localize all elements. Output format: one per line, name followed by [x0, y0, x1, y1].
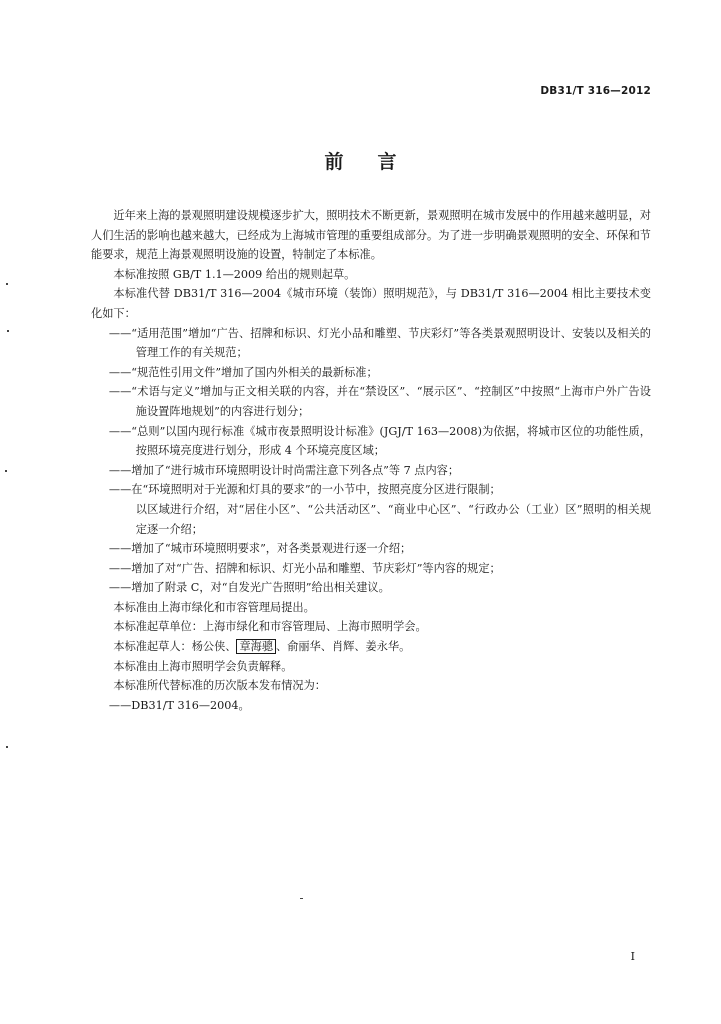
history-paragraph: 本标准所代替标准的历次版本发布情况为： — [113, 679, 326, 693]
drafters-prefix: 本标准起草人：杨公侠、 — [113, 640, 237, 654]
change-item-ads: ——增加了对“广告、招牌和标识、灯光小品和雕塑、节庆彩灯”等内容的规定； — [108, 561, 501, 575]
change-item-general: ——“总则”以国内现行标准《城市夜景照明设计标准》(JGJ/T 163—2008)为依据，将城市区位的功能性质，按照环境亮度进行划分，形成 4 个环境亮度区域； — [108, 424, 651, 458]
history-item: ——DB31/T 316—2004。 — [108, 698, 250, 712]
drafters-suffix: 、俞丽华、肖辉、姜永华。 — [276, 640, 411, 654]
boxed-drafter-name: 章海骢 — [236, 639, 276, 654]
change-item-light-source: ——在“环境照明对于光源和灯具的要求”的一小节中，按照亮度分区进行限制； — [108, 483, 501, 497]
standard-code: DB31/T 316—2012 — [540, 85, 651, 97]
change-item-scope: ——“适用范围”增加“广告、招牌和标识、灯光小品和雕塑、节庆彩灯”等各类景观照明设计、安装以及相关的管理工作的有关规范； — [108, 326, 651, 360]
page-title: 前言 — [324, 151, 431, 173]
replacement-paragraph: 本标准代替 DB31/T 316—2004《城市环境（装饰）照明规范》，与 DB31/T 316—2004 相比主要技术变化如下： — [91, 287, 651, 320]
change-item-annex-c: ——增加了附录 C，对“自发光广告照明”给出相关建议。 — [108, 581, 390, 595]
page-number: I — [630, 950, 635, 963]
scan-speck — [300, 898, 303, 899]
intro-paragraph: 近年来上海的景观照明建设规模逐步扩大，照明技术不断更新，景观照明在城市发展中的作用越来越明显，对人们生活的影响也越来越大，已经成为上海城市管理的重要组成部分。为了进一步明确景观照明的安全、环保和节能要求，规范上海景观照明设施的设置，特制定了本标准。 — [91, 209, 651, 262]
interpretation-paragraph: 本标准由上海市照明学会负责解释。 — [113, 659, 293, 673]
change-item-terms: ——“术语与定义”增加与正文相关联的内容，并在“禁设区”、“展示区”、“控制区”中按照“上海市户外广告设施设置阵地规划”的内容进行划分； — [108, 385, 651, 418]
drafting-rules-paragraph: 本标准按照 GB/T 1.1—2009 给出的规则起草。 — [113, 267, 356, 281]
change-item-normative-refs: ——“规范性引用文件”增加了国内外相关的最新标准； — [108, 365, 378, 379]
scan-speck — [7, 330, 9, 332]
proposer-paragraph: 本标准由上海市绿化和市容管理局提出。 — [113, 600, 315, 614]
change-item-light-source-cont: 以区域进行介绍，对“居住小区”、“公共活动区”、“商业中心区”、“行政办公（工业）区”照明的相关规定逐一介绍； — [135, 502, 651, 536]
change-item-env-lighting: ——增加了“城市环境照明要求”，对各类景观进行逐一介绍； — [108, 542, 412, 556]
scan-speck — [5, 470, 7, 472]
scan-speck — [6, 283, 8, 285]
foreword-body — [91, 206, 651, 715]
scan-speck — [6, 746, 8, 748]
drafting-unit-paragraph: 本标准起草单位：上海市绿化和市容管理局、上海市照明学会。 — [113, 620, 427, 634]
drafters-paragraph — [91, 637, 651, 657]
change-item-design-notes: ——增加了“进行城市环境照明设计时尚需注意下列各点”等 7 点内容； — [108, 463, 460, 477]
